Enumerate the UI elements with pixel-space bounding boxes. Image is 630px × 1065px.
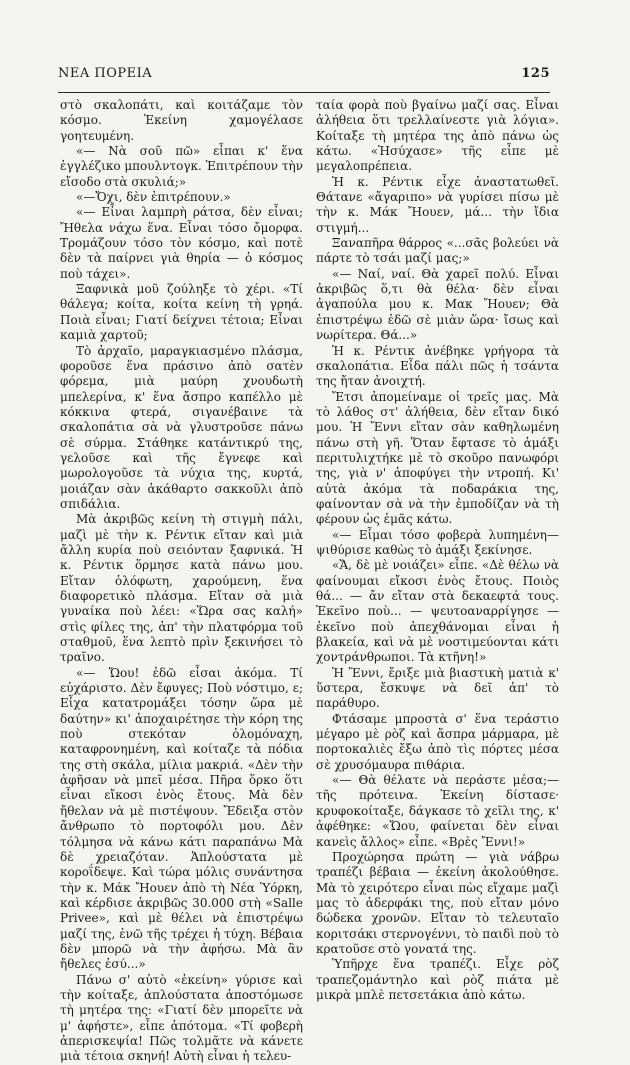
page-number: 125 [521, 66, 550, 81]
paragraph: Φτάσαμε μπροστὰ σ' ἕνα τεράστιο μέγαρο μὲ ρὸζ καὶ ἄσπρα μάρμαρα, μὲ πορτοκαλιὲς ἔξω ἀπὸ τὶς πόρτες μέσα σὲ χρυσόμαυρα πιθάρια. [316, 711, 559, 772]
paragraph: Ὑπῆρχε ἕνα τραπέζι. Εἶχε ρὸζ τραπεζομάντηλο καὶ ρὸζ πιάτα μὲ μικρὰ μπλὲ πετσετάκια ἀπὸ κάτω. [316, 957, 559, 1002]
paragraph: ταία φορὰ ποὺ βγαίνω μαζί σας. Εἶναι ἀλήθεια ὅτι τρελλαίνεστε γιὰ λόγια». Κοίταξε τὴ μητέρα της ἀπὸ πάνω ὡς κάτω. «Ἡσύχασε» τῆς εἶπε μὲ μεγαλοπρέπεια. [316, 98, 559, 174]
running-head [58, 66, 550, 81]
paragraph: «Ἄ, δὲ μὲ νοιάζει» εἶπε. «Δὲ θέλω νὰ φαίνουμαι εἴκοσι ἑνὸς ἔτους. Ποιὸς θά... — ἄν εἴταν στὰ δεκαεφτά τους. Ἐκεῖνο ποὺ... — ψευτοαναρρίγησε — ἐκεῖνο ποὺ ἀπεχθάνομαι εἶναι ἡ βλακεία, καὶ νὰ μὲ νοστιμεύονται κάτι χοντράνθρωποι. Τὰ κτῆνη!» [316, 558, 559, 665]
paragraph: «— Εἶμαι τόσο φοβερὰ λυπημένη— ψιθύρισε καθὼς τὸ ἁμάξι ξεκίνησε. [316, 527, 559, 557]
paragraph: Ξαφνικὰ μοῦ ζούληξε τὸ χέρι. «Τί θάλεγα; κοίτα, κοίτα κείνη τὴ γρηά. Ποιὰ εἶναι; Γιατί δείχνει τέτοια; Εἶναι καμιὰ χαρτοῦ; [60, 282, 303, 343]
paragraph: Ἔτσι ἀπομείναμε οἱ τρεῖς μας. Μὰ τὸ λάθος στ' ἀλήθεια, δὲν εἴταν δικό μου. Ἡ Ἔννι εἴταν σὰν καθηλωμένη πάνω στὴ γῆ. Ὅταν ἔφτασε τὸ ἁμάξι περιτυλιχτήκε μὲ τὸ σκοῦρο πανωφόρι της, γιὰ ν' ἀποφύγει τὴν ντροπή. Κι' αὐτὰ ἀκόμα τὰ ποδαράκια της, φαίνονταν σὰ νὰ τὴν ἐμποδίζαν νὰ τὴ φέρουν ὡς ἐμᾶς κάτω. [316, 389, 559, 527]
paragraph: Ἡ Ἔννι, ἔριξε μιὰ βιαστικὴ ματιὰ κ' ὕστερα, ἔσκυψε νὰ δεῖ ἀπ' τὸ παράθυρο. [316, 665, 559, 711]
paragraph: «— Ναί, ναί. Θὰ χαρεῖ πολύ. Εἶναι ἀκριβῶς ὅ,τι θὰ θέλα· δὲν εἶναι ἀγαπούλα μου κ. Μακ Ἤουεν; Θὰ ἐπιστρέψω ἐδῶ σὲ μιὰν ὥρα· ἴσως καὶ νωρίτερα. Θά...» [316, 266, 559, 343]
paragraph: Ἡ κ. Ρέντικ εἶχε ἀναστατωθεῖ. Θάτανε «ἄγαριπο» νὰ γυρίσει πίσω μὲ τὴν κ. Μάκ Ἤουεν, μά... τὴν ἴδια στιγμή... [316, 174, 559, 235]
paragraph: Ἡ κ. Ρέντικ ἀνέβηκε γρήγορα τὰ σκαλοπάτια. Εἶδα πάλι πῶς ἡ τσάντα της ἤταν ἀνοιχτή. [316, 343, 559, 389]
header-rule [58, 92, 550, 93]
right-column [316, 98, 559, 1003]
paragraph: Πάνω σ' αὐτὸ «ἐκείνη» γύρισε καὶ τὴν κοίταξε, ἁπλούστατα ἀποστόμωσε τὴ μητέρα της: «Γιατί δὲν μπορεῖτε νὰ μ' ἀφήστε», εἶπε ἀπότομα. «Τί φοβερὴ ἀπερισκεψία! Πῶς τολμᾶτε νὰ κάνετε μιὰ τέτοια σκηνή! Αὐτὴ εἶναι ἡ τελευ- [60, 972, 303, 1064]
paragraph: Προχώρησα πρώτη — γιὰ νάβρω τραπέζι βέβαια — ἐκείνη ἀκολούθησε. Μὰ τὸ χειρότερο εἶναι πὼς εἴχαμε μαζὶ μας τὸ ἀδερφάκι της, ποὺ εἴταν μόνο δώδεκα χρονῶν. Εἴταν τὸ τελευταῖο κοριτσάκι στερνογέννι, τὸ παιδὶ ποὺ τὸ κρατοῦσε στὸ γονατά της. [316, 849, 559, 956]
paragraph: Μὰ ἀκριβῶς κείνη τὴ στιγμὴ πάλι, μαζὶ μὲ τὴν κ. Ρέντικ εἴταν καὶ μιὰ ἄλλη κυρία ποὺ σειόνταν ξαφνικά. Ἡ κ. Ρέντικ ὅρμησε κατὰ πάνω μου. Εἴταν ὁλόφωτη, χαρούμενη, ἕνα διαφορετικὸ πλάσμα. Εἴταν σὰ μιὰ γυναίκα ποὺ λέει: «Ὥρα σας καλή» στὶς φίλες της, ἀπ' τὴν πλατφόρμα τοῦ σταθμοῦ, ἕνα λεπτὸ πρὶν ξεκινήσει τὸ τραῖνο. [60, 512, 303, 665]
left-column [60, 98, 303, 1065]
paragraph: στὸ σκαλοπάτι, καὶ κοιτάζαμε τὸν κόσμο. Ἐκείνη χαμογέλασε γοητευμένη. [60, 98, 303, 143]
paragraph: «— Θὰ θέλατε νὰ περάστε μέσα;— τῆς πρότεινα. Ἐκείνη δίστασε· κρυφοκοίταξε, δάγκασε τὸ χεῖλι της, κ' ἀφέθηκε: «Ὤου, φαίνεται δὲν εἶναι κανεὶς ἄλλος» εἶπε. «Βρὲς Ἔννι!» [316, 773, 559, 849]
paragraph: «— Ὤου! ἐδῶ εἶσαι ἀκόμα. Τί εὐχάριστο. Δὲν ἔφυγες; Ποὺ νόστιμο, ε; Εἶχα κατατρομάξει τόσην ὥρα μὲ δαύτην» κι' ἀποχαιρέτησε τὴν κόρη της ποὺ στεκόταν ὁλομόναχη, καταφρονημένη, καὶ κοίταζε τὰ πόδια της στὴ σκάλα, μίλια μακριά. «Δὲν τὴν ἀφῆσαν νὰ μπεῖ μέσα. Πῆρα ὅρκο ὅτι εἶναι εἴκοσι ἐνὸς ἔτους. Μὰ δὲν ἤθελαν νὰ μὲ πιστέψουν. Ἔδειξα στὸν ἄνθρωπο τὸ πορτοφόλι μου. Δὲν τόλμησα νὰ κάνω κάτι παραπάνω Μὰ δὲ χρειαζόταν. Ἁπλούστατα μὲ κοροΐδεψε. Καὶ τώρα μόλις συνάντησα τὴν κ. Μάκ Ἤουεν ἀπὸ τὴ Νέα Ὑόρκη, καὶ κέρδισε ἀκριβῶς 30.000 στὴ «Salle Privee», καὶ μὲ θέλει νὰ ἐπιστρέψω μαζί της, ἐνῶ τῆς τρέχει ἡ τύχη. Βέβαια δὲν μπορῶ νὰ τὴν ἀφήσω. Μὰ ἂν ἤθελες ἐσύ...» [60, 665, 303, 972]
paragraph: Ξαναπῆρα θάρρος «...σᾶς βολεύει νὰ πάρτε τὸ τσάι μαζί μας;» [316, 236, 559, 266]
paragraph: «— Νὰ σοῦ πῶ» εἶπαι κ' ἕνα ἐγγλέζικο μπουλντογκ. Ἐπιτρέπουν τὴν εἴσοδο στὰ σκυλιά;» [60, 144, 303, 189]
journal-title: ΝΕΑ ΠΟΡΕΙΑ [58, 66, 153, 81]
paragraph: Τὸ ἀρχαῖο, μαραγκιασμένο πλάσμα, φοροῦσε ἕνα πράσινο ἀπὸ σατὲν φόρεμα, μιὰ μαύρη χνουδωτὴ μπελερίνα, κ' ἕνα ἄσπρο καπέλλο μὲ κόκκινα φτερά, σιγανέβαινε τὰ σκαλοπάτια σὰ νὰ γλυστροῦσε πάνω σὲ σύρμα. Στάθηκε κατάντικρύ της, γελοῦσε καὶ τῆς ἔγνεφε καὶ μωρολογοῦσε τὰ νύχια της, κυρτά, μοιάζαν σὰν ἀκάθαρτο σακκοῦλι ἀπὸ σπιδάλια. [60, 343, 303, 511]
paragraph: «—Ὄχι, δὲν ἐπιτρέπουν.» [76, 190, 231, 205]
paragraph: «— Εἶναι λαμπρὴ ράτσα, δὲν εἶναι; Ἤθελα νάχω ἕνα. Εἶναι τόσο ὄμορφα. Τρομάζουν τόσο τὸν κόσμο, καὶ ποτὲ δὲν τὰ παίρνει γιὰ θηρία — ὁ κόσμος ποὺ τάχει». [60, 205, 303, 281]
